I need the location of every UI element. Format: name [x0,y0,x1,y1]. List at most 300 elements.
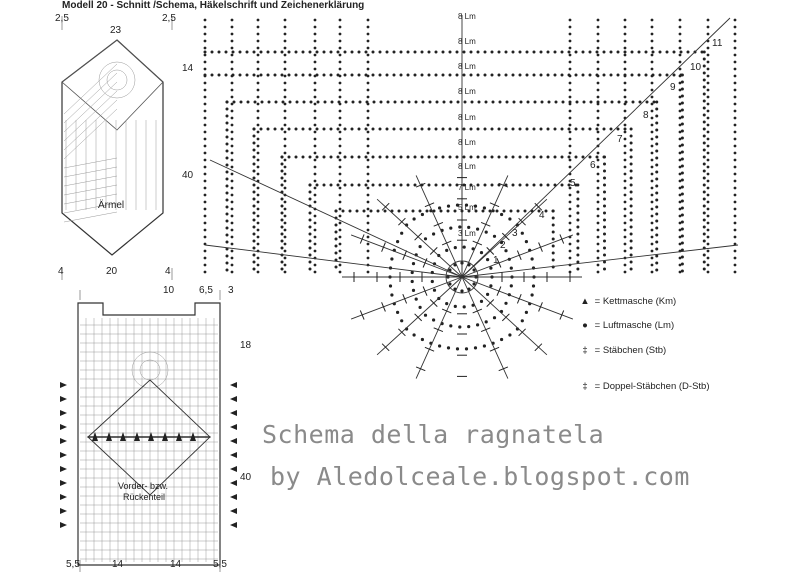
chain-stitch-dot [253,74,256,77]
chain-stitch-dot [367,103,370,106]
chain-stitch-dot [226,178,229,181]
chain-stitch-dot [552,238,555,241]
chain-stitch-dot [226,143,229,146]
chain-stitch-dot [226,122,229,125]
chain-stitch-dot [477,51,480,54]
chain-stitch-dot [707,96,710,99]
chain-stitch-dot [407,128,410,131]
chain-stitch-dot [610,51,613,54]
chain-stitch-dot [337,128,340,131]
chain-stitch-dot [331,101,334,104]
chain-stitch-dot [561,51,564,54]
chain-stitch-dot [367,33,370,36]
chain-stitch-dot [597,222,600,225]
chain-stitch-dot [204,222,207,225]
chain-stitch-dot [372,74,375,77]
chain-stitch-dot [463,128,466,131]
chain-stitch-dot [367,40,370,43]
chain-stitch-dot [597,110,600,113]
chain-stitch-dot [295,128,298,131]
chain-stitch-dot [204,264,207,267]
chain-stitch-dot [655,108,658,111]
chain-stitch-dot [673,51,676,54]
chain-stitch-dot [624,131,627,134]
legend-item-staebchen: ‡ = Stäbchen (Stb) [578,345,666,356]
chain-stitch-dot [651,61,654,64]
chain-stitch-dot [284,19,287,22]
chain-stitch-dot [314,68,317,71]
chain-stitch-dot [288,156,291,159]
chain-stitch-dot [204,54,207,57]
chain-stitch-dot [367,61,370,64]
chain-stitch-dot [463,51,466,54]
chain-stitch-dot [231,222,234,225]
chain-stitch-dot [323,156,326,159]
chain-stitch-dot [314,138,317,141]
sleeve-dim-bottom-left: 4 [58,266,64,277]
chain-stitch-dot [477,156,480,159]
chain-stitch-dot [707,131,710,134]
chain-stitch-dot [491,74,494,77]
chain-stitch-dot [309,219,312,222]
chain-stitch-dot [429,101,432,104]
chain-stitch-dot [624,194,627,197]
chain-stitch-dot [351,184,354,187]
chain-stitch-dot [204,194,207,197]
chain-stitch-dot [367,173,370,176]
chain-stitch-dot [367,82,370,85]
body-dim-neck: 6,5 [199,285,213,296]
chain-stitch-dot [655,234,658,237]
chain-stitch-dot [467,325,470,328]
chain-stitch-dot [314,103,317,106]
chain-stitch-dot [707,75,710,78]
stitch-mark [473,309,482,313]
chain-stitch-dot [734,159,737,162]
chain-stitch-dot [204,187,207,190]
chain-stitch-dot [284,257,287,260]
chain-label-8: 7 Lm [458,183,476,192]
chain-stitch-dot [651,19,654,22]
chain-stitch-dot [597,33,600,36]
chain-stitch-dot [630,226,633,229]
chain-stitch-dot [734,145,737,148]
chain-stitch-dot [231,264,234,267]
chain-stitch-dot [386,51,389,54]
chain-stitch-dot [337,184,340,187]
chain-stitch-dot [309,233,312,236]
chain-stitch-dot [569,19,572,22]
chain-stitch-dot [531,293,534,296]
chain-stitch-dot [576,101,579,104]
chain-stitch-dot [533,74,536,77]
chain-stitch-dot [257,159,260,162]
chain-stitch-dot [651,173,654,176]
chain-stitch-dot [281,51,284,54]
chain-stitch-dot [631,51,634,54]
chain-stitch-dot [655,199,658,202]
chain-stitch-dot [734,173,737,176]
chain-stitch-dot [337,51,340,54]
chain-stitch-dot [486,293,489,296]
chain-stitch-dot [257,26,260,29]
chain-stitch-dot [226,192,229,195]
chain-stitch-dot [655,171,658,174]
chain-stitch-dot [540,156,543,159]
chain-stitch-dot [624,61,627,64]
chain-stitch-dot [651,138,654,141]
chain-stitch-dot [204,159,207,162]
chain-stitch-dot [365,128,368,131]
chain-stitch-dot [703,268,706,271]
web-spoke [462,18,730,277]
chain-stitch-dot [552,217,555,220]
chain-stitch-dot [703,149,706,152]
chain-stitch-dot [226,234,229,237]
chain-stitch-dot [335,210,338,213]
chain-stitch-dot [734,194,737,197]
chain-stitch-dot [447,210,450,213]
chain-stitch-dot [597,40,600,43]
chain-stitch-dot [519,156,522,159]
chain-stitch-dot [435,184,438,187]
chain-stitch-dot [412,210,415,213]
chain-stitch-dot [314,152,317,155]
chain-stitch-dot [569,40,572,43]
chain-stitch-dot [651,131,654,134]
chain-stitch-dot [707,152,710,155]
chain-stitch-dot [231,89,234,92]
chain-stitch-dot [651,117,654,120]
chain-stitch-dot [284,166,287,169]
chain-stitch-dot [554,156,557,159]
chain-stitch-dot [651,89,654,92]
chain-stitch-dot [597,47,600,50]
chain-stitch-dot [309,240,312,243]
chain-stitch-dot [253,177,256,180]
chain-stitch-dot [597,201,600,204]
chain-stitch-dot [257,61,260,64]
chain-stitch-dot [281,261,284,264]
chain-stitch-dot [707,145,710,148]
chain-stitch-dot [597,61,600,64]
chain-stitch-dot [396,240,399,243]
chain-stitch-dot [257,117,260,120]
chain-stitch-dot [569,117,572,120]
chain-stitch-dot [597,257,600,260]
chain-stitch-dot [314,54,317,57]
chain-stitch-dot [679,201,682,204]
chain-stitch-dot [569,96,572,99]
chain-stitch-dot [231,61,234,64]
chain-stitch-dot [390,293,393,296]
chain-stitch-dot [253,170,256,173]
chain-stitch-dot [253,142,256,145]
chain-stitch-dot [630,135,633,138]
chain-stitch-dot [703,65,706,68]
chain-stitch-dot [421,74,424,77]
chain-stitch-dot [464,101,467,104]
chain-stitch-dot [367,19,370,22]
chain-stitch-dot [407,184,410,187]
chain-label-3: 8 Lm [458,62,476,71]
chain-stitch-dot [314,180,317,183]
chain-stitch-dot [457,101,460,104]
chain-stitch-dot [257,173,260,176]
chain-stitch-dot [707,180,710,183]
chain-stitch-dot [679,180,682,183]
triangle-icon: ▲ [580,296,590,307]
chain-stitch-dot [226,108,229,111]
chain-stitch-dot [734,131,737,134]
chain-stitch-dot [624,128,627,131]
chain-stitch-dot [335,266,338,269]
chain-stitch-dot [624,26,627,29]
chain-stitch-dot [734,96,737,99]
chain-stitch-dot [257,75,260,78]
chain-stitch-dot [582,156,585,159]
chain-stitch-dot [339,173,342,176]
chain-stitch-dot [679,208,682,211]
chain-stitch-dot [257,19,260,22]
chain-stitch-dot [284,159,287,162]
chain-stitch-dot [624,40,627,43]
chain-stitch-dot [624,33,627,36]
chain-stitch-dot [449,156,452,159]
chain-stitch-dot [470,51,473,54]
chain-stitch-dot [491,184,494,187]
chain-stitch-dot [414,74,417,77]
chain-stitch-dot [379,74,382,77]
chain-stitch-dot [335,245,338,248]
chain-stitch-dot [281,74,284,77]
chain-stitch-dot [498,51,501,54]
chain-stitch-dot [465,347,468,350]
chain-stitch-dot [281,170,284,173]
chain-stitch-dot [655,101,658,104]
chain-stitch-dot [447,346,450,349]
chain-stitch-dot [275,101,278,104]
chain-stitch-dot [552,224,555,227]
chain-stitch-dot [679,89,682,92]
chain-stitch-dot [339,40,342,43]
chain-stitch-dot [655,157,658,160]
chain-stitch-dot [597,117,600,120]
chain-stitch-dot [344,128,347,131]
sleeve-dim-top-left: 2,5 [55,13,69,24]
chain-stitch-dot [351,156,354,159]
chain-stitch-dot [624,271,627,274]
chain-stitch-dot [603,184,606,187]
chain-stitch-dot [582,128,585,131]
chain-stitch-dot [422,101,425,104]
chain-stitch-dot [624,110,627,113]
chain-stitch-dot [484,51,487,54]
chain-stitch-dot [419,306,422,309]
chain-stitch-dot [339,124,342,127]
chain-stitch-dot [679,124,682,127]
body-dim-bottom-right: 5,5 [213,559,227,570]
chain-stitch-dot [302,156,305,159]
chain-stitch-dot [603,247,606,250]
chain-stitch-dot [358,156,361,159]
chain-stitch-dot [257,124,260,127]
chain-stitch-dot [330,74,333,77]
chain-stitch-dot [226,101,229,104]
chain-stitch-dot [339,243,342,246]
chain-stitch-dot [284,131,287,134]
chain-stitch-dot [630,163,633,166]
chain-stitch-dot [231,180,234,183]
chain-stitch-dot [597,271,600,274]
chain-stitch-dot [231,215,234,218]
chain-stitch-dot [707,89,710,92]
chain-stitch-dot [734,117,737,120]
chain-stitch-dot [576,240,579,243]
chain-stitch-dot [225,74,228,77]
chain-stitch-dot [400,184,403,187]
chain-stitch-dot [284,26,287,29]
chain-stitch-dot [533,128,536,131]
chain-stitch-dot [478,101,481,104]
chain-stitch-dot [734,236,737,239]
chain-stitch-dot [734,152,737,155]
chain-stitch-dot [734,187,737,190]
chain-stitch-dot [597,236,600,239]
chain-stitch-dot [500,338,503,341]
chain-stitch-dot [624,47,627,50]
chain-stitch-dot [253,51,256,54]
chain-stitch-dot [651,271,654,274]
chain-stitch-dot [226,129,229,132]
chain-stitch-dot [284,117,287,120]
chain-stitch-dot [394,101,397,104]
chain-stitch-dot [428,184,431,187]
chain-stitch-dot [734,75,737,78]
chain-stitch-dot [484,74,487,77]
chain-stitch-dot [393,51,396,54]
chain-stitch-dot [561,74,564,77]
chain-stitch-dot [734,33,737,36]
chain-stitch-dot [284,271,287,274]
chain-stitch-dot [367,89,370,92]
chain-stitch-dot [597,187,600,190]
chain-stitch-dot [302,128,305,131]
chain-stitch-dot [477,184,480,187]
chain-stitch-dot [339,180,342,183]
chain-stitch-dot [679,166,682,169]
chain-stitch-dot [284,75,287,78]
chain-stitch-dot [367,110,370,113]
chain-stitch-dot [679,138,682,141]
chain-stitch-dot [247,101,250,104]
chain-stitch-dot [617,74,620,77]
chain-stitch-dot [339,103,342,106]
chain-stitch-dot [316,51,319,54]
chain-stitch-dot [231,68,234,71]
chain-stitch-dot [624,187,627,190]
chain-stitch-dot [314,19,317,22]
chain-stitch-dot [576,219,579,222]
round-number-2: 2 [500,240,506,251]
chain-stitch-dot [367,145,370,148]
chain-stitch-dot [679,54,682,57]
chain-stitch-dot [651,180,654,183]
sleeve-dim-bottom-width: 20 [106,266,118,277]
chain-stitch-dot [630,198,633,201]
chain-stitch-dot [480,300,483,303]
chain-stitch-dot [510,284,513,287]
chain-stitch-dot [226,185,229,188]
chain-stitch-dot [445,302,448,305]
chain-stitch-dot [482,210,485,213]
chain-stitch-dot [569,82,572,85]
chain-stitch-dot [630,156,633,159]
chain-stitch-dot [435,51,438,54]
chain-stitch-dot [284,152,287,155]
chain-stitch-dot [533,51,536,54]
chain-stitch-dot [284,229,287,232]
chain-stitch-dot [435,128,438,131]
chain-stitch-dot [232,51,235,54]
chain-stitch-dot [447,205,450,208]
chain-stitch-dot [679,61,682,64]
round-number-5: 5 [570,178,576,189]
chain-stitch-dot [358,128,361,131]
chain-stitch-dot [274,74,277,77]
chain-stitch-dot [596,51,599,54]
body-dim-height-main: 40 [240,472,252,483]
chain-stitch-dot [204,173,207,176]
chain-stitch-dot [603,198,606,201]
chain-stitch-dot [367,159,370,162]
chain-stitch-dot [440,210,443,213]
chain-stitch-dot [339,131,342,134]
chain-stitch-dot [703,226,706,229]
chain-stitch-dot [485,101,488,104]
chain-stitch-dot [456,156,459,159]
chain-stitch-dot [267,51,270,54]
chain-stitch-dot [624,250,627,253]
chain-stitch-dot [367,96,370,99]
chain-stitch-dot [597,250,600,253]
chain-stitch-dot [339,250,342,253]
chain-stitch-dot [367,75,370,78]
chain-stitch-dot [483,206,486,209]
chain-stitch-dot [267,128,270,131]
chain-stitch-dot [575,74,578,77]
chain-stitch-dot [339,229,342,232]
chain-stitch-dot [680,51,683,54]
chain-stitch-dot [428,51,431,54]
chain-stitch-dot [463,305,466,308]
chain-stitch-dot [655,143,658,146]
chain-stitch-dot [386,156,389,159]
chain-stitch-dot [561,128,564,131]
chain-stitch-dot [414,128,417,131]
chain-stitch-dot [257,229,260,232]
chain-stitch-dot [734,61,737,64]
chain-stitch-dot [339,222,342,225]
legend-item-luftmasche: ● = Luftmasche (Lm) [578,320,674,331]
chain-stitch-dot [231,173,234,176]
chain-stitch-dot [449,324,452,327]
chain-stitch-dot [367,236,370,239]
chain-stitch-dot [707,250,710,253]
chain-stitch-dot [541,101,544,104]
chain-stitch-dot [358,184,361,187]
chain-stitch-dot [655,269,658,272]
